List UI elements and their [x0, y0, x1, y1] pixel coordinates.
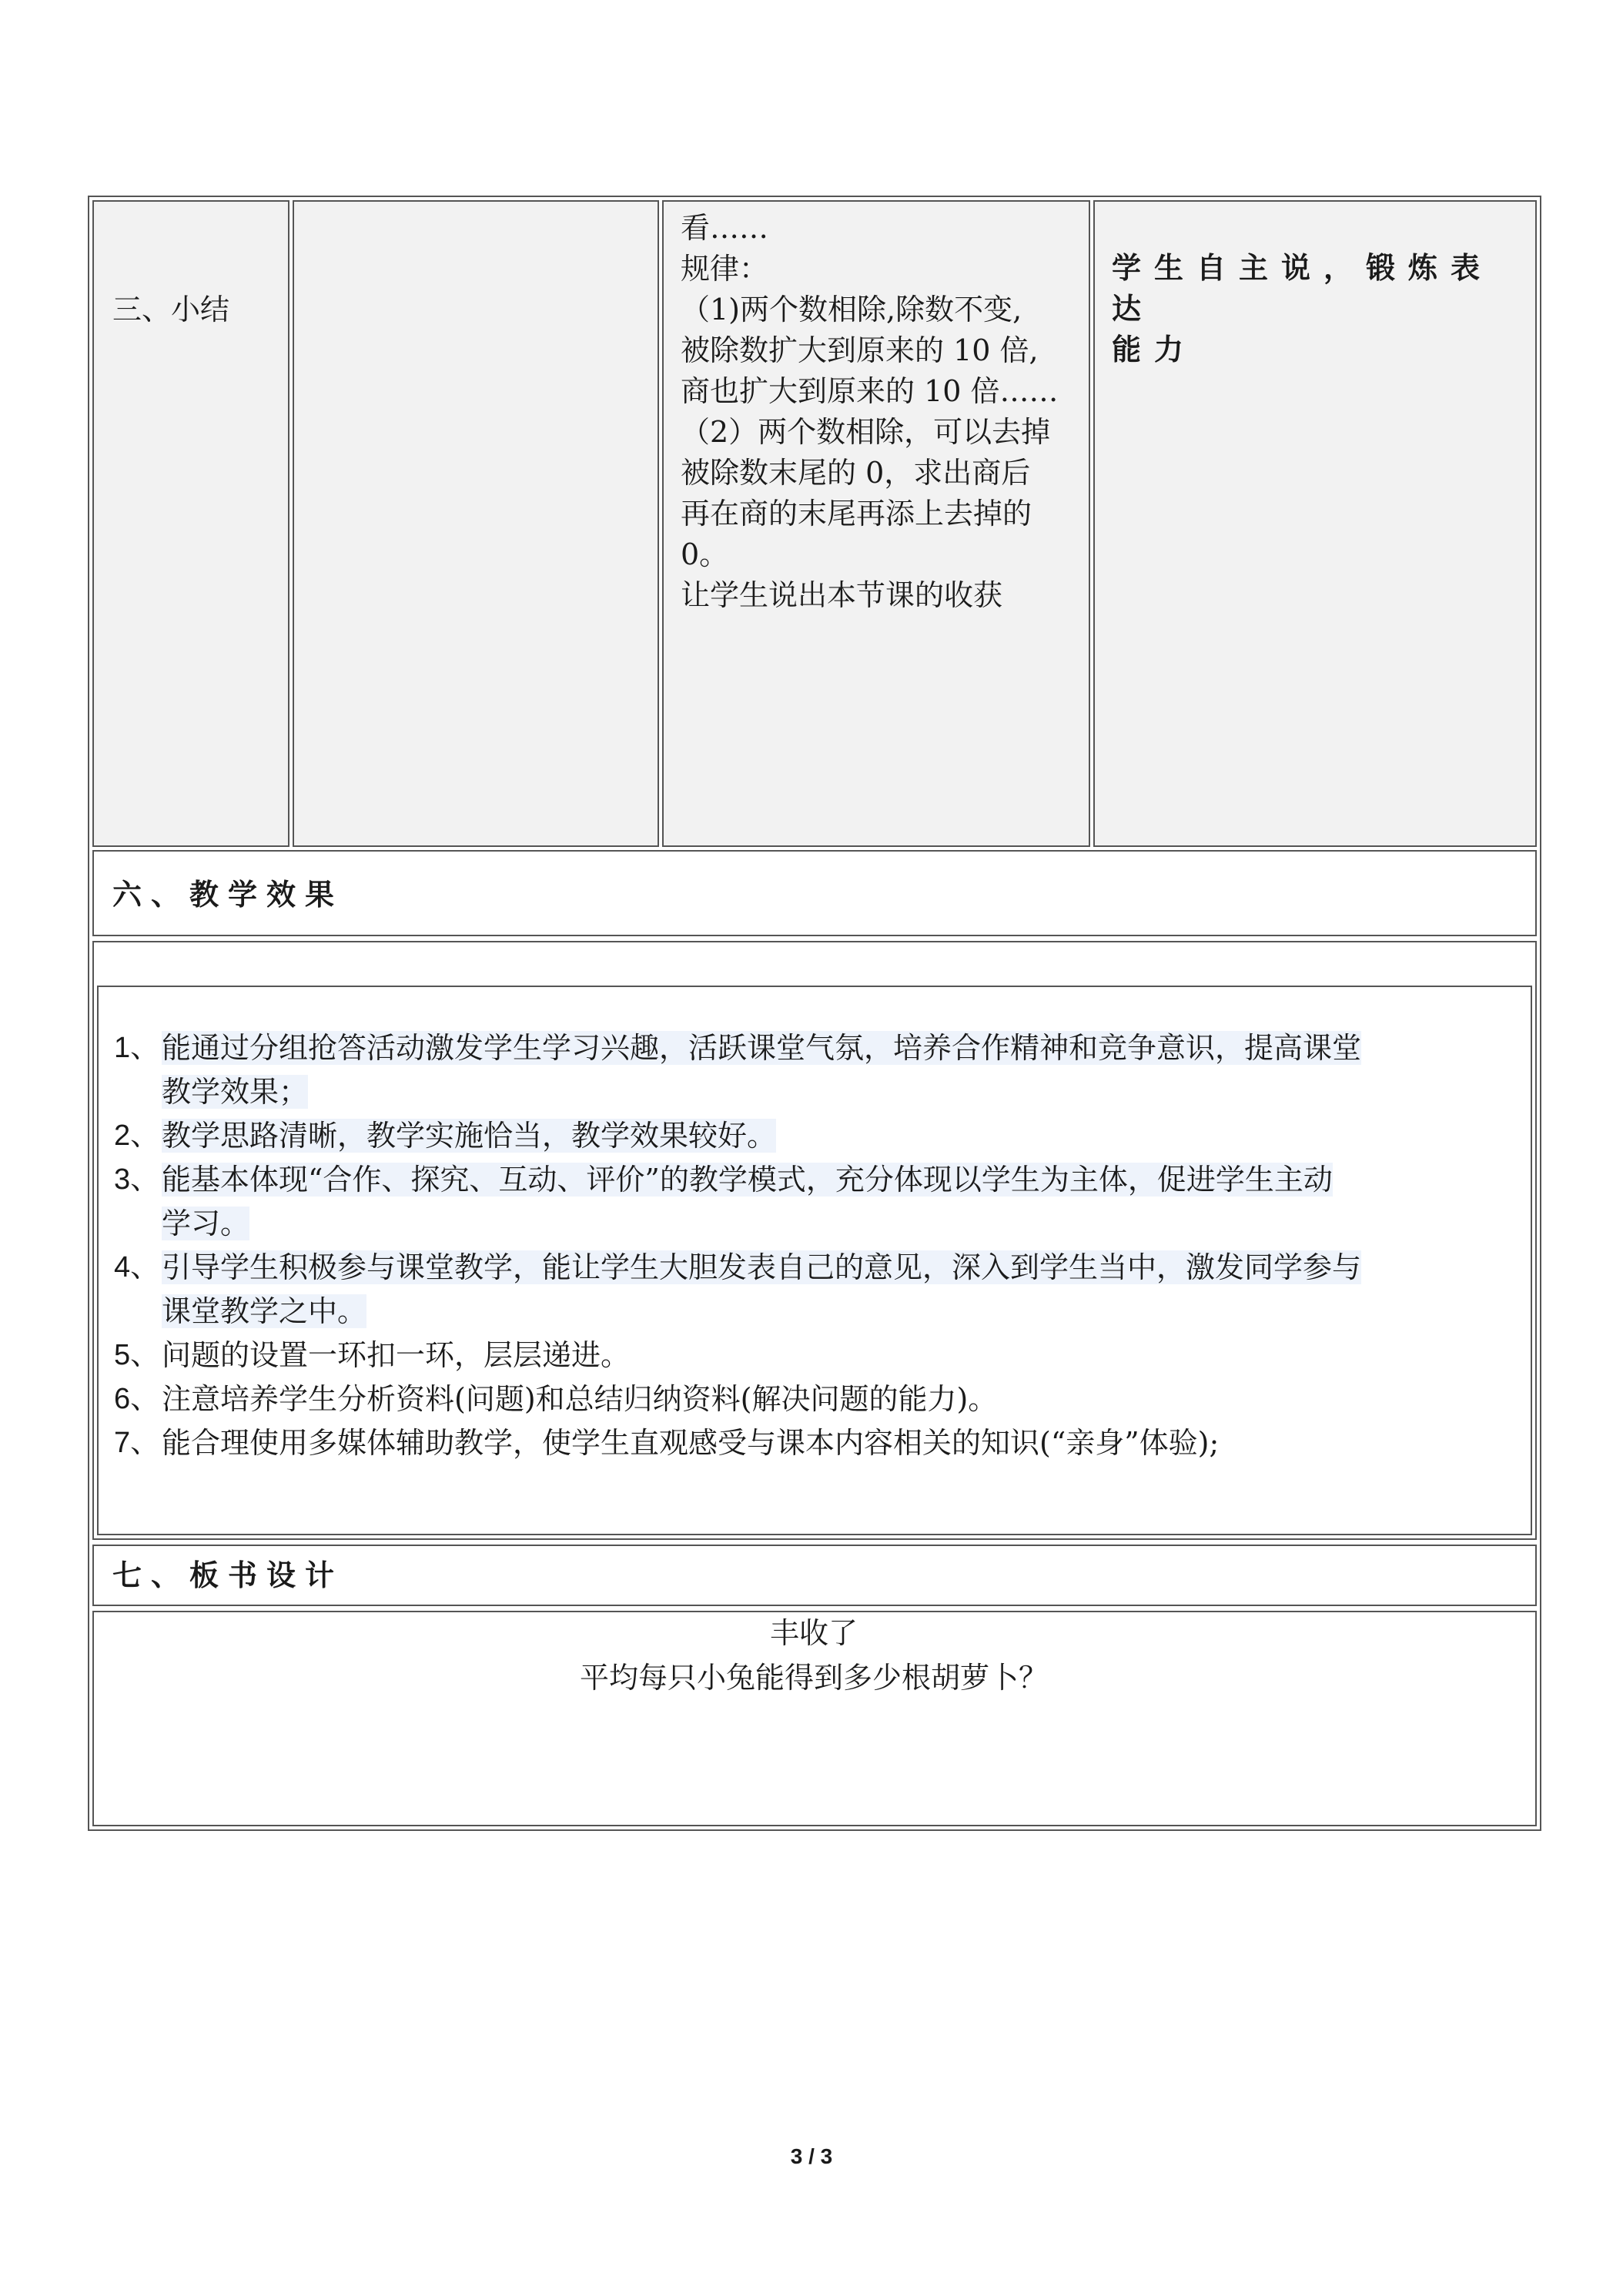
content-line: （2）两个数相除，可以去掉	[681, 415, 1051, 449]
item-text: 教学思路清晰，教学实施恰当，教学效果较好。	[162, 1119, 777, 1153]
item-text: 教学效果；	[162, 1075, 309, 1109]
content-line: 商也扩大到原来的 10 倍……	[681, 374, 1059, 408]
item-text: 学习。	[162, 1207, 250, 1240]
list-item	[108, 1158, 1532, 1246]
board-line-2: 平均每只小兔能得到多少根胡萝卜？	[579, 1661, 1048, 1695]
list-item	[108, 1421, 1532, 1465]
section7-title: 七、板书设计	[112, 1558, 344, 1592]
stage-label: 三、小结	[112, 293, 230, 326]
item-number: 5、	[114, 1339, 160, 1371]
intent-line: 学生自主说，锻炼表达	[1112, 251, 1494, 326]
content-line: 让学生说出本节课的收获	[681, 578, 1003, 612]
item-number: 1、	[114, 1032, 160, 1064]
intent-text	[1112, 248, 1528, 370]
content-line: 规律：	[681, 252, 769, 286]
content-line: 被除数扩大到原来的 10 倍,	[681, 333, 1039, 367]
intent-line: 能力	[1112, 333, 1197, 366]
item-number: 4、	[114, 1251, 160, 1284]
item-text: 能基本体现“合作、探究、互动、评价”的教学模式，充分体现以学生为主体，促进学生主动	[162, 1163, 1333, 1197]
item-number: 2、	[114, 1120, 160, 1152]
item-text: 课堂教学之中。	[162, 1294, 367, 1328]
list-item	[108, 1246, 1532, 1334]
list-item	[108, 1114, 1532, 1158]
content-lines	[681, 208, 1081, 616]
page-number: 3 / 3	[790, 2144, 833, 2168]
list-item	[108, 1377, 1532, 1421]
content-line: （1)两个数相除,除数不变,	[681, 293, 1022, 326]
item-text: 注意培养学生分析资料(问题)和总结归纳资料(解决问题的能力)。	[162, 1382, 998, 1416]
board-line-1: 丰收了	[769, 1616, 858, 1650]
item-number: 3、	[114, 1163, 160, 1196]
content-line: 被除数末尾的 0，求出商后	[681, 456, 1031, 490]
teacher-activity-cell	[293, 200, 659, 847]
item-number: 7、	[114, 1427, 160, 1459]
item-text: 能合理使用多媒体辅助教学，使学生直观感受与课本内容相关的知识(“亲身”体验);	[162, 1426, 1220, 1460]
item-text: 引导学生积极参与课堂教学，能让学生大胆发表自己的意见，深入到学生当中，激发同学参与	[162, 1250, 1362, 1284]
content-line: 0。	[681, 537, 729, 571]
item-text: 能通过分组抢答活动激发学生学习兴趣，活跃课堂气氛，培养合作精神和竞争意识，提高课堂	[162, 1031, 1362, 1065]
content-line: 再在商的末尾再添上去掉的	[681, 497, 1032, 530]
item-text: 问题的设置一环扣一环，层层递进。	[162, 1338, 631, 1372]
list-item	[108, 1334, 1532, 1377]
list-item	[108, 1026, 1532, 1114]
section6-title: 六、教学效果	[112, 878, 344, 912]
item-number: 6、	[114, 1383, 160, 1415]
content-line: 看……	[681, 211, 769, 245]
effects-list	[108, 1026, 1532, 1465]
